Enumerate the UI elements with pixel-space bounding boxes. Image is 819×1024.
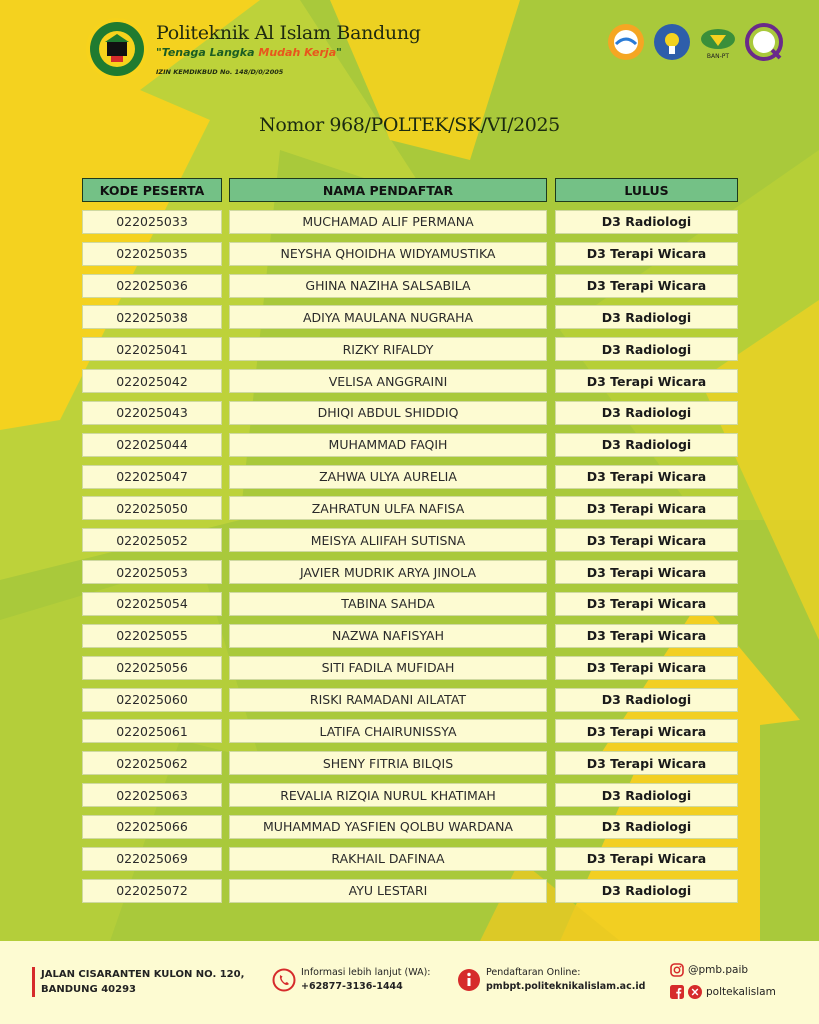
- tagline-part2: ": [336, 46, 342, 59]
- table-body: [82, 210, 738, 903]
- kode-peserta-cell: 022025062: [82, 751, 222, 775]
- kode-peserta-cell: 022025035: [82, 242, 222, 266]
- lulus-cell: D3 Radiologi: [555, 210, 738, 234]
- kode-peserta-cell: 022025042: [82, 369, 222, 393]
- lam-ptkes-logo-icon: [744, 22, 784, 62]
- footer-address: [32, 967, 244, 997]
- lulus-cell: D3 Terapi Wicara: [555, 496, 738, 520]
- kode-peserta-cell: 022025066: [82, 815, 222, 839]
- instagram-text: @pmb.paib: [688, 964, 749, 976]
- table-row: [82, 210, 738, 234]
- facebook-icon: [670, 985, 684, 999]
- table-row: [82, 242, 738, 266]
- kode-peserta-cell: 022025043: [82, 401, 222, 425]
- address-line-2: BANDUNG 40293: [41, 984, 136, 995]
- lulus-cell: D3 Terapi Wicara: [555, 242, 738, 266]
- lulus-cell: D3 Radiologi: [555, 815, 738, 839]
- tut-wuri-handayani-logo-icon: [652, 22, 692, 62]
- kode-peserta-cell: 022025054: [82, 592, 222, 616]
- header: [84, 12, 784, 92]
- partner-logos: [606, 22, 784, 62]
- tagline: [156, 46, 342, 59]
- column-header-kode-peserta: KODE PESERTA: [82, 178, 222, 202]
- nama-pendaftar-cell: AYU LESTARI: [229, 879, 547, 903]
- nama-pendaftar-cell: LATIFA CHAIRUNISSYA: [229, 719, 547, 743]
- ban-pt-caption: BAN-PT: [706, 53, 730, 60]
- kode-peserta-cell: 022025069: [82, 847, 222, 871]
- nama-pendaftar-cell: MEISYA ALIIFAH SUTISNA: [229, 528, 547, 552]
- kode-peserta-cell: 022025061: [82, 719, 222, 743]
- nama-pendaftar-cell: SITI FADILA MUFIDAH: [229, 656, 547, 680]
- nama-pendaftar-cell: MUCHAMAD ALIF PERMANA: [229, 210, 547, 234]
- x-icon: [688, 985, 702, 999]
- table-row: [82, 688, 738, 712]
- kode-peserta-cell: 022025044: [82, 433, 222, 457]
- phone-icon: [272, 968, 296, 992]
- table-row: [82, 719, 738, 743]
- registration-text: [486, 966, 645, 994]
- kampus-berdampak-logo-icon: [606, 22, 646, 62]
- kode-peserta-cell: 022025063: [82, 783, 222, 807]
- nama-pendaftar-cell: RISKI RAMADANI AILATAT: [229, 688, 547, 712]
- lulus-cell: D3 Terapi Wicara: [555, 847, 738, 871]
- document-number: Nomor 968/POLTEK/SK/VI/2025: [259, 114, 560, 136]
- lulus-cell: D3 Radiologi: [555, 783, 738, 807]
- nama-pendaftar-cell: TABINA SAHDA: [229, 592, 547, 616]
- lulus-cell: D3 Radiologi: [555, 433, 738, 457]
- table-row: [82, 528, 738, 552]
- address-line-1: JALAN CISARANTEN KULON NO. 120,: [41, 969, 245, 980]
- nama-pendaftar-cell: RAKHAIL DAFINAA: [229, 847, 547, 871]
- facebook-x-text: poltekalislam: [706, 986, 776, 998]
- kode-peserta-cell: 022025036: [82, 274, 222, 298]
- lulus-cell: D3 Radiologi: [555, 401, 738, 425]
- kode-peserta-cell: 022025047: [82, 465, 222, 489]
- table-row: [82, 560, 738, 584]
- table-row: [82, 305, 738, 329]
- table-header-row: [82, 178, 738, 202]
- whatsapp-label: Informasi lebih lanjut (WA):: [301, 967, 431, 978]
- institution-crest-icon: [84, 16, 150, 82]
- results-table: [82, 178, 738, 910]
- kode-peserta-cell: 022025060: [82, 688, 222, 712]
- table-row: [82, 337, 738, 361]
- nama-pendaftar-cell: MUHAMMAD FAQIH: [229, 433, 547, 457]
- table-row: [82, 656, 738, 680]
- whatsapp-text: [301, 966, 430, 994]
- lulus-cell: D3 Terapi Wicara: [555, 465, 738, 489]
- nama-pendaftar-cell: GHINA NAZIHA SALSABILA: [229, 274, 547, 298]
- kode-peserta-cell: 022025050: [82, 496, 222, 520]
- kode-peserta-cell: 022025041: [82, 337, 222, 361]
- table-row: [82, 624, 738, 648]
- lulus-cell: D3 Radiologi: [555, 879, 738, 903]
- table-row: [82, 401, 738, 425]
- table-row: [82, 465, 738, 489]
- kode-peserta-cell: 022025056: [82, 656, 222, 680]
- lulus-cell: D3 Radiologi: [555, 305, 738, 329]
- table-row: [82, 369, 738, 393]
- kode-peserta-cell: 022025055: [82, 624, 222, 648]
- table-row: [82, 274, 738, 298]
- info-icon: [457, 968, 481, 992]
- lulus-cell: D3 Radiologi: [555, 688, 738, 712]
- nama-pendaftar-cell: ZAHRATUN ULFA NAFISA: [229, 496, 547, 520]
- table-row: [82, 433, 738, 457]
- nama-pendaftar-cell: ZAHWA ULYA AURELIA: [229, 465, 547, 489]
- nama-pendaftar-cell: SHENY FITRIA BILQIS: [229, 751, 547, 775]
- lulus-cell: D3 Terapi Wicara: [555, 592, 738, 616]
- lulus-cell: D3 Terapi Wicara: [555, 528, 738, 552]
- table-row: [82, 783, 738, 807]
- nama-pendaftar-cell: NEYSHA QHOIDHA WIDYAMUSTIKA: [229, 242, 547, 266]
- license-number: IZIN KEMDIKBUD No. 148/D/0/2005: [156, 68, 284, 76]
- kode-peserta-cell: 022025053: [82, 560, 222, 584]
- table-row: [82, 751, 738, 775]
- registration-url[interactable]: pmbpt.politeknikalislam.ac.id: [486, 981, 646, 992]
- nama-pendaftar-cell: MUHAMMAD YASFIEN QOLBU WARDANA: [229, 815, 547, 839]
- kode-peserta-cell: 022025052: [82, 528, 222, 552]
- nama-pendaftar-cell: DHIQI ABDUL SHIDDIQ: [229, 401, 547, 425]
- nama-pendaftar-cell: VELISA ANGGRAINI: [229, 369, 547, 393]
- table-row: [82, 847, 738, 871]
- lulus-cell: D3 Terapi Wicara: [555, 719, 738, 743]
- nama-pendaftar-cell: NAZWA NAFISYAH: [229, 624, 547, 648]
- nama-pendaftar-cell: JAVIER MUDRIK ARYA JINOLA: [229, 560, 547, 584]
- nama-pendaftar-cell: ADIYA MAULANA NUGRAHA: [229, 305, 547, 329]
- table-row: [82, 879, 738, 903]
- column-header-nama-pendaftar: NAMA PENDAFTAR: [229, 178, 547, 202]
- kode-peserta-cell: 022025038: [82, 305, 222, 329]
- column-header-lulus: LULUS: [555, 178, 738, 202]
- table-row: [82, 592, 738, 616]
- tagline-part1: "Tenaga Langka: [156, 46, 259, 59]
- nama-pendaftar-cell: REVALIA RIZQIA NURUL KHATIMAH: [229, 783, 547, 807]
- lulus-cell: D3 Terapi Wicara: [555, 560, 738, 584]
- instagram-icon: [670, 963, 684, 977]
- lulus-cell: D3 Terapi Wicara: [555, 656, 738, 680]
- org-name: Politeknik Al Islam Bandung: [156, 22, 421, 44]
- lulus-cell: D3 Radiologi: [555, 337, 738, 361]
- table-row: [82, 496, 738, 520]
- registration-label: Pendaftaran Online:: [486, 967, 581, 978]
- tagline-highlight: Mudah Kerja: [258, 46, 337, 59]
- whatsapp-number[interactable]: +62877-3136-1444: [301, 981, 403, 992]
- kode-peserta-cell: 022025033: [82, 210, 222, 234]
- kode-peserta-cell: 022025072: [82, 879, 222, 903]
- ban-pt-logo-icon: [698, 22, 738, 62]
- lulus-cell: D3 Terapi Wicara: [555, 369, 738, 393]
- lulus-cell: D3 Terapi Wicara: [555, 274, 738, 298]
- nama-pendaftar-cell: RIZKY RIFALDY: [229, 337, 547, 361]
- instagram-handle[interactable]: [670, 963, 748, 977]
- lulus-cell: D3 Terapi Wicara: [555, 624, 738, 648]
- table-row: [82, 815, 738, 839]
- facebook-x-handle[interactable]: [670, 985, 776, 999]
- lulus-cell: D3 Terapi Wicara: [555, 751, 738, 775]
